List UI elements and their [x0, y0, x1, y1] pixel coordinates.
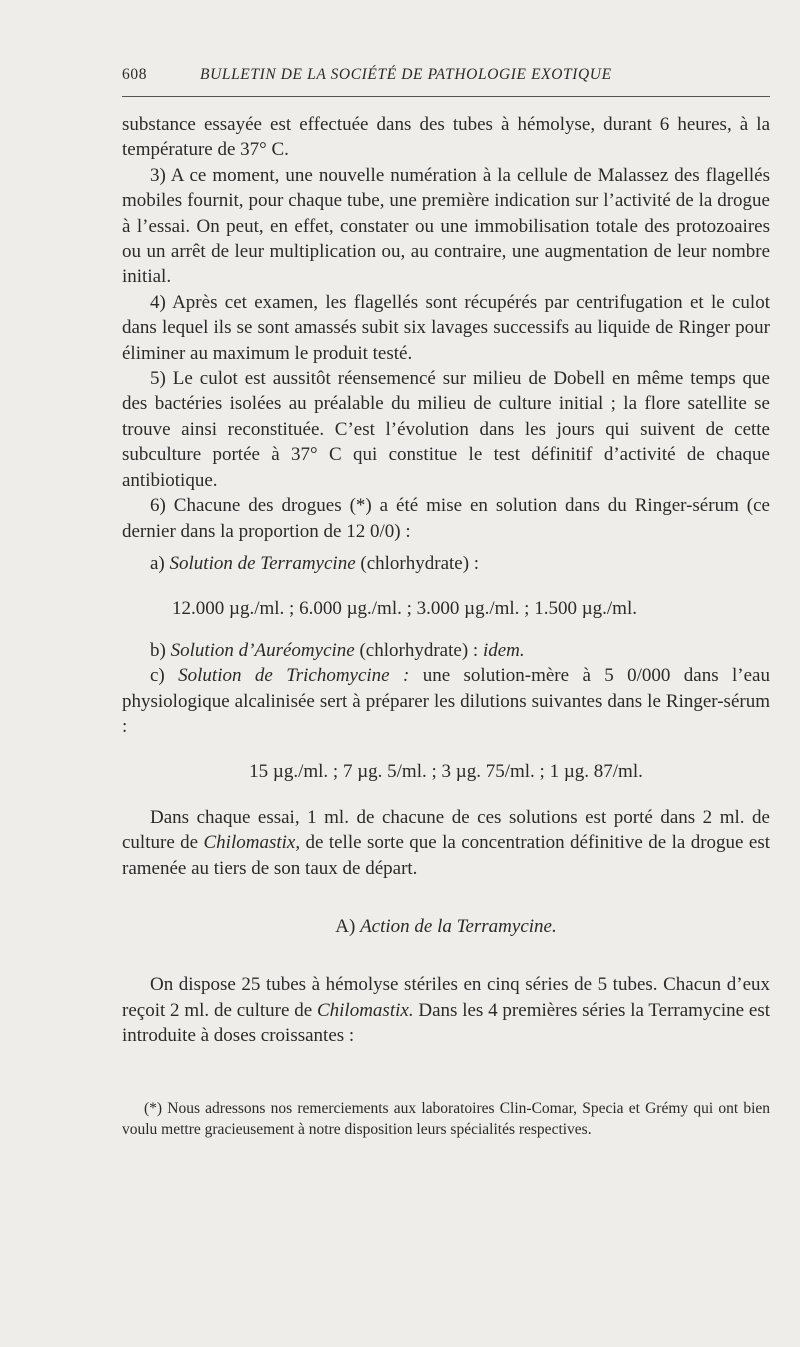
paragraph-step-3: 3) A ce moment, une nouvelle numération à la cellule de Malassez des flagellés mobiles fournit, pour chaque tube, une première indication sur l’activité de la drogue à l’essai. On peut, en effet, constater ou une immobilisation totale des protozoaires ou un arrêt de leur multiplication ou, au contraire, une augmentation de leur nombre initial. — [122, 164, 770, 288]
item-c-title: Solution de Trichomycine : — [178, 665, 410, 687]
paragraph-step-6: 6) Chacune des drogues (*) a été mise en solution dans du Ringer-sérum (ce dernier dans la proportion de 12 0/0) : — [122, 495, 770, 542]
item-b-prefix: b) — [150, 639, 171, 661]
item-a-suffix: (chlorhydrate) : — [355, 552, 480, 574]
item-b-middle: (chlorhydrate) : — [354, 639, 483, 661]
paragraph-step-4: 4) Après cet examen, les flagellés sont récupérés par centrifugation et le culot dans lequel ils se sont amassés subit six lavages successifs au liquide de Ringer pour éliminer au maximum le produit testé. — [122, 291, 770, 364]
dispose-chilomastix: Chilomastix. — [316, 999, 414, 1021]
paragraph-essai — [122, 805, 770, 881]
item-c-prefix: c) — [150, 665, 179, 687]
page-number: 608 — [122, 66, 148, 83]
header-rule — [122, 96, 770, 97]
item-a — [122, 551, 770, 576]
item-a-title: Solution de Terramycine — [169, 552, 356, 574]
essai-chilomastix: Chilomastix, — [203, 832, 301, 854]
item-c-suffix: une solution-mère à 5 0/000 dans l’eau physiologique alcalinisée sert à préparer les dilutions suivantes dans le Ringer-sérum : — [122, 665, 770, 737]
footnote-text: (*) Nous adressons nos remerciements aux laboratoires Clin-Comar, Specia et Grémy qui ont bien voulu mettre gracieusement à notre disposition leurs spécialités respectives. — [122, 1100, 770, 1138]
item-b — [122, 638, 770, 663]
item-b-idem: idem. — [482, 639, 525, 661]
paragraph-1: substance essayée est effectuée dans des tubes à hémolyse, durant 6 heures, à la température de 37° C. — [122, 114, 770, 161]
section-heading — [122, 914, 770, 939]
item-b-title: Solution d’Auréomycine — [170, 639, 355, 661]
essai-text-1: Dans chaque essai, 1 ml. de chacune de ces solutions est porté dans 2 ml. de culture de — [122, 806, 770, 854]
footnote — [122, 1098, 770, 1140]
running-title: BULLETIN DE LA SOCIÉTÉ DE PATHOLOGIE EXOTIQUE — [200, 66, 612, 83]
item-a-prefix: a) — [150, 552, 170, 574]
body-text — [122, 112, 770, 1049]
paragraph-step-5: 5) Le culot est aussitôt réensemencé sur milieu de Dobell en même temps que des bactéries isolées au préalable du milieu de culture initial ; la flore satellite se trouve ainsi reconstituée. C’est l’évolution dans les jours qui suivent de cette subculture portée à 37° C qui constitue le test définitif d’activité de chaque antibiotique. — [122, 368, 770, 491]
dose-list-trichomycine: 15 µg./ml. ; 7 µg. 5/ml. ; 3 µg. 75/ml. ; 1 µg. 87/ml. — [249, 761, 643, 783]
dispose-text-2: Dans les 4 premières séries la Terramycine est introduite à doses croissantes : — [122, 999, 770, 1047]
dose-list-terramycine: 12.000 µg./ml. ; 6.000 µg./ml. ; 3.000 µg./ml. ; 1.500 µg./ml. — [172, 598, 637, 620]
section-heading-title: Action de la Terramycine. — [360, 915, 557, 937]
item-c — [122, 663, 770, 739]
running-header — [122, 66, 770, 84]
section-heading-prefix: A) — [335, 915, 361, 937]
essai-text-2: de telle sorte que la concentration définitive de la drogue est ramenée au tiers de son taux de départ. — [122, 832, 770, 879]
paragraph-dispose — [122, 972, 770, 1048]
dispose-text-1: On dispose 25 tubes à hémolyse stériles en cinq séries de 5 tubes. Chacun d’eux reçoit 2 ml. de culture de — [122, 974, 770, 1021]
